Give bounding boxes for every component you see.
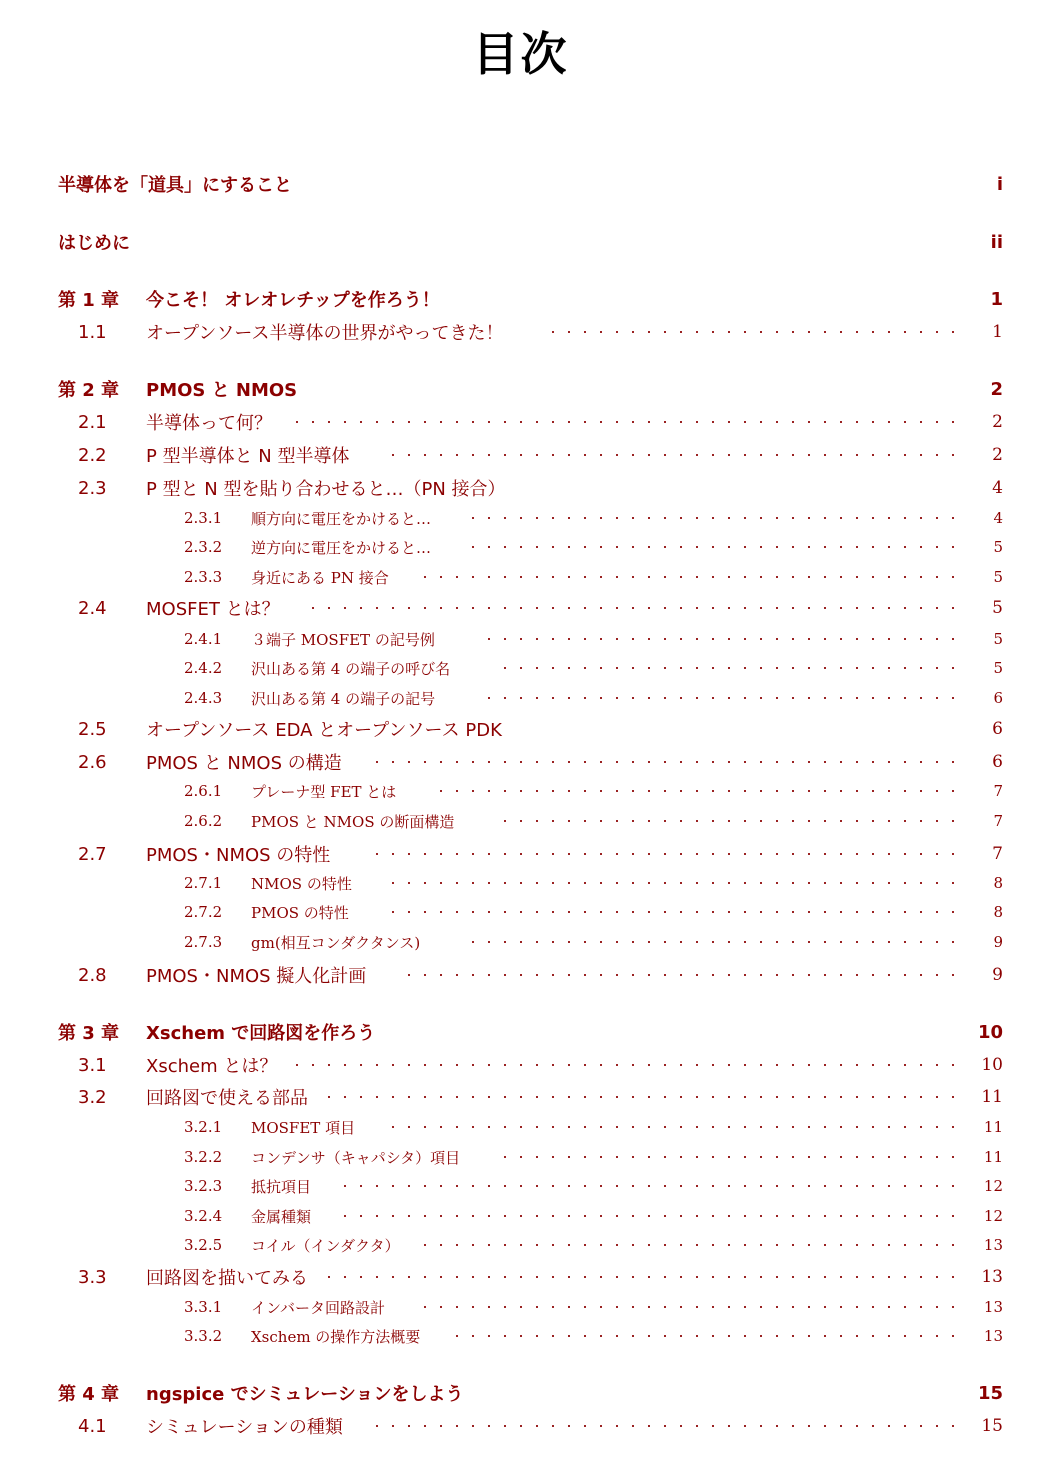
section-page: 9: [992, 965, 1003, 985]
subsection-label: プレーナ型 FET とは: [251, 782, 397, 801]
section-page: 7: [992, 844, 1003, 864]
subsection-page: 11: [983, 1118, 1003, 1136]
toc-subsection[interactable]: [0, 806, 1041, 836]
subsection-number: 2.7.3: [184, 933, 223, 951]
subsection-number: 2.4.3: [184, 689, 223, 707]
section-label: オープンソース半導体の世界がやってきた！: [146, 323, 504, 344]
subsection-number: 2.3.3: [184, 568, 223, 586]
subsection-label: コイル（インダクタ）: [251, 1236, 400, 1255]
subsection-number: 3.3.1: [184, 1298, 223, 1316]
toc-section[interactable]: [0, 747, 1041, 777]
section-label: オープンソース EDA とオープンソース PDK: [146, 720, 502, 741]
toc-section[interactable]: [0, 317, 1041, 347]
toc-section[interactable]: [0, 1262, 1041, 1292]
chapter-label: PMOS と NMOS: [146, 380, 298, 401]
section-number: 2.4: [78, 597, 107, 619]
section-page: 5: [992, 598, 1003, 618]
toc-chapter-4[interactable]: [0, 1378, 1041, 1408]
toc-section[interactable]: [0, 1050, 1041, 1080]
section-number: 3.1: [78, 1054, 107, 1076]
toc-subsection[interactable]: [0, 1171, 1041, 1201]
toc-subsection[interactable]: [0, 1230, 1041, 1260]
dot-leader: [478, 638, 961, 640]
dot-leader: [494, 820, 961, 822]
toc-subsection[interactable]: [0, 897, 1041, 927]
subsection-number: 3.3.2: [184, 1327, 223, 1345]
toc-subsection[interactable]: [0, 868, 1041, 898]
toc-section[interactable]: [0, 1082, 1041, 1112]
subsection-page: 13: [983, 1298, 1003, 1316]
section-label: MOSFET とは？: [146, 599, 280, 620]
section-label: P 型半導体と N 型半導体: [146, 446, 350, 467]
chapter-page: 1: [990, 288, 1003, 310]
subsection-page: 12: [983, 1207, 1003, 1225]
section-page: 15: [981, 1416, 1003, 1436]
chapter-page: 10: [977, 1021, 1003, 1043]
section-label: P 型と N 型を貼り合わせると…（PN 接合）: [146, 479, 506, 500]
subsection-page: 13: [983, 1327, 1003, 1345]
toc-entry-label: 半導体を「道具」にすること: [58, 175, 292, 196]
toc-subsection[interactable]: [0, 927, 1041, 957]
section-number: 2.8: [78, 964, 107, 986]
subsection-number: 2.6.2: [184, 812, 223, 830]
dot-leader: [398, 974, 961, 976]
section-label: Xschem とは？: [146, 1056, 278, 1077]
toc-section[interactable]: [0, 593, 1041, 623]
section-page: 11: [981, 1087, 1003, 1107]
toc-subsection[interactable]: [0, 1201, 1041, 1231]
subsection-label: PMOS と NMOS の断面構造: [251, 812, 455, 831]
section-label: PMOS・NMOS 擬人化計画: [146, 966, 367, 987]
toc-section[interactable]: [0, 473, 1041, 503]
section-number: 3.2: [78, 1086, 107, 1108]
section-number: 2.5: [78, 718, 107, 740]
section-label: シミュレーションの種類: [146, 1417, 343, 1438]
subsection-page: 4: [993, 509, 1003, 527]
dot-leader: [540, 331, 961, 333]
dot-leader: [310, 607, 961, 609]
section-page: 2: [992, 412, 1003, 432]
subsection-label: gm(相互コンダクタンス): [251, 933, 421, 952]
subsection-label: ３端子 MOSFET の記号例: [251, 630, 435, 649]
subsection-number: 2.7.1: [184, 874, 223, 892]
subsection-label: NMOS の特性: [251, 874, 352, 893]
section-number: 2.2: [78, 444, 107, 466]
section-number: 2.6: [78, 751, 107, 773]
section-page: 2: [992, 445, 1003, 465]
dot-leader: [286, 421, 961, 423]
section-number: 2.7: [78, 843, 107, 865]
dot-leader: [382, 911, 961, 913]
section-label: 回路図を描いてみる: [146, 1268, 308, 1289]
dot-leader: [380, 454, 961, 456]
toc-section[interactable]: [0, 714, 1041, 744]
section-label: PMOS と NMOS の構造: [146, 753, 342, 774]
toc-subsection[interactable]: [0, 562, 1041, 592]
subsection-page: 8: [993, 874, 1003, 892]
dot-leader: [494, 667, 961, 669]
subsection-label: 身近にある PN 接合: [251, 568, 389, 587]
toc-subsection[interactable]: [0, 1142, 1041, 1172]
chapter-label: ngspice でシミュレーションをしよう: [146, 1384, 464, 1405]
toc-section[interactable]: [0, 839, 1041, 869]
dot-leader: [414, 1306, 961, 1308]
toc-subsection[interactable]: [0, 776, 1041, 806]
toc-subsection[interactable]: [0, 532, 1041, 562]
subsection-page: 7: [993, 782, 1003, 800]
dot-leader: [382, 1126, 961, 1128]
dot-leader: [414, 576, 961, 578]
toc-section[interactable]: [0, 960, 1041, 990]
dot-leader: [494, 1156, 961, 1158]
toc-chapter-1[interactable]: [0, 284, 1041, 314]
subsection-number: 2.7.2: [184, 903, 223, 921]
subsection-page: 13: [983, 1236, 1003, 1254]
dot-leader: [366, 1425, 961, 1427]
dot-leader: [366, 761, 961, 763]
subsection-label: コンデンサ（キャパシタ）項目: [251, 1148, 461, 1167]
chapter-number: 第 2 章: [58, 380, 120, 401]
dot-leader: [462, 546, 961, 548]
subsection-number: 3.2.5: [184, 1236, 223, 1254]
subsection-page: 5: [993, 538, 1003, 556]
subsection-page: 8: [993, 903, 1003, 921]
subsection-page: 7: [993, 812, 1003, 830]
subsection-number: 2.6.1: [184, 782, 223, 800]
subsection-number: 2.4.2: [184, 659, 223, 677]
toc-subsection[interactable]: [0, 1292, 1041, 1322]
dot-leader: [326, 1276, 961, 1278]
toc-subsection[interactable]: [0, 1112, 1041, 1142]
toc-entry-front[interactable]: [0, 227, 1041, 257]
chapter-label: 今こそ！ オレオレチップを作ろう！: [146, 290, 440, 311]
subsection-number: 3.2.1: [184, 1118, 223, 1136]
chapter-label: Xschem で回路図を作ろう: [146, 1023, 376, 1044]
subsection-label: MOSFET 項目: [251, 1118, 356, 1137]
toc-chapter-3[interactable]: [0, 1017, 1041, 1047]
toc-entry-page: i: [996, 173, 1003, 195]
toc-subsection[interactable]: [0, 624, 1041, 654]
dot-leader: [478, 697, 961, 699]
dot-leader: [326, 1096, 961, 1098]
chapter-number: 第 3 章: [58, 1023, 120, 1044]
page-title: 目次: [472, 27, 569, 81]
toc-section[interactable]: [0, 407, 1041, 437]
section-page: 4: [992, 478, 1003, 498]
toc-section[interactable]: [0, 440, 1041, 470]
subsection-number: 2.3.2: [184, 538, 223, 556]
toc-subsection[interactable]: [0, 1321, 1041, 1351]
subsection-label: インバータ回路設計: [251, 1298, 385, 1317]
section-number: 3.3: [78, 1266, 107, 1288]
chapter-number: 第 1 章: [58, 290, 120, 311]
section-page: 13: [981, 1267, 1003, 1287]
chapter-number: 第 4 章: [58, 1384, 120, 1405]
subsection-label: 逆方向に電圧をかけると…: [251, 538, 432, 557]
subsection-number: 3.2.3: [184, 1177, 223, 1195]
section-page: 1: [992, 322, 1003, 342]
section-page: 6: [992, 752, 1003, 772]
toc-chapter-2[interactable]: [0, 374, 1041, 404]
dot-leader: [366, 853, 961, 855]
subsection-page: 9: [993, 933, 1003, 951]
dot-leader: [382, 882, 961, 884]
chapter-page: 2: [990, 378, 1003, 400]
subsection-label: 金属種類: [251, 1207, 312, 1226]
subsection-number: 3.2.4: [184, 1207, 223, 1225]
chapter-page: 15: [977, 1382, 1003, 1404]
dot-leader: [446, 1335, 961, 1337]
toc-entry-page: ii: [990, 231, 1003, 253]
section-page: 6: [992, 719, 1003, 739]
subsection-label: 沢山ある第 4 の端子の呼び名: [251, 659, 451, 678]
toc-section[interactable]: [0, 1411, 1041, 1441]
subsection-page: 11: [983, 1148, 1003, 1166]
section-page: 10: [981, 1055, 1003, 1075]
subsection-page: 6: [993, 689, 1003, 707]
section-label: 半導体って何？: [146, 413, 272, 434]
toc-entry-front[interactable]: [0, 169, 1041, 199]
subsection-label: Xschem の操作方法概要: [251, 1327, 421, 1346]
dot-leader: [294, 1064, 961, 1066]
subsection-label: 順方向に電圧をかけると…: [251, 509, 432, 528]
subsection-label: 沢山ある第 4 の端子の記号: [251, 689, 436, 708]
subsection-number: 3.2.2: [184, 1148, 223, 1166]
dot-leader: [462, 517, 961, 519]
section-number: 2.1: [78, 411, 107, 433]
section-label: PMOS・NMOS の特性: [146, 845, 331, 866]
section-label: 回路図で使える部品: [146, 1088, 308, 1109]
dot-leader: [462, 941, 961, 943]
section-number: 4.1: [78, 1415, 107, 1437]
subsection-page: 12: [983, 1177, 1003, 1195]
toc-entry-label: はじめに: [58, 233, 130, 254]
dot-leader: [430, 790, 961, 792]
toc-subsection[interactable]: [0, 653, 1041, 683]
dot-leader: [334, 1215, 961, 1217]
subsection-page: 5: [993, 659, 1003, 677]
section-number: 1.1: [78, 321, 107, 343]
section-number: 2.3: [78, 477, 107, 499]
dot-leader: [334, 1185, 961, 1187]
toc-subsection[interactable]: [0, 683, 1041, 713]
toc-subsection[interactable]: [0, 503, 1041, 533]
dot-leader: [414, 1244, 961, 1246]
subsection-page: 5: [993, 568, 1003, 586]
subsection-number: 2.3.1: [184, 509, 223, 527]
subsection-label: 抵抗項目: [251, 1177, 312, 1196]
subsection-number: 2.4.1: [184, 630, 223, 648]
subsection-label: PMOS の特性: [251, 903, 349, 922]
subsection-page: 5: [993, 630, 1003, 648]
